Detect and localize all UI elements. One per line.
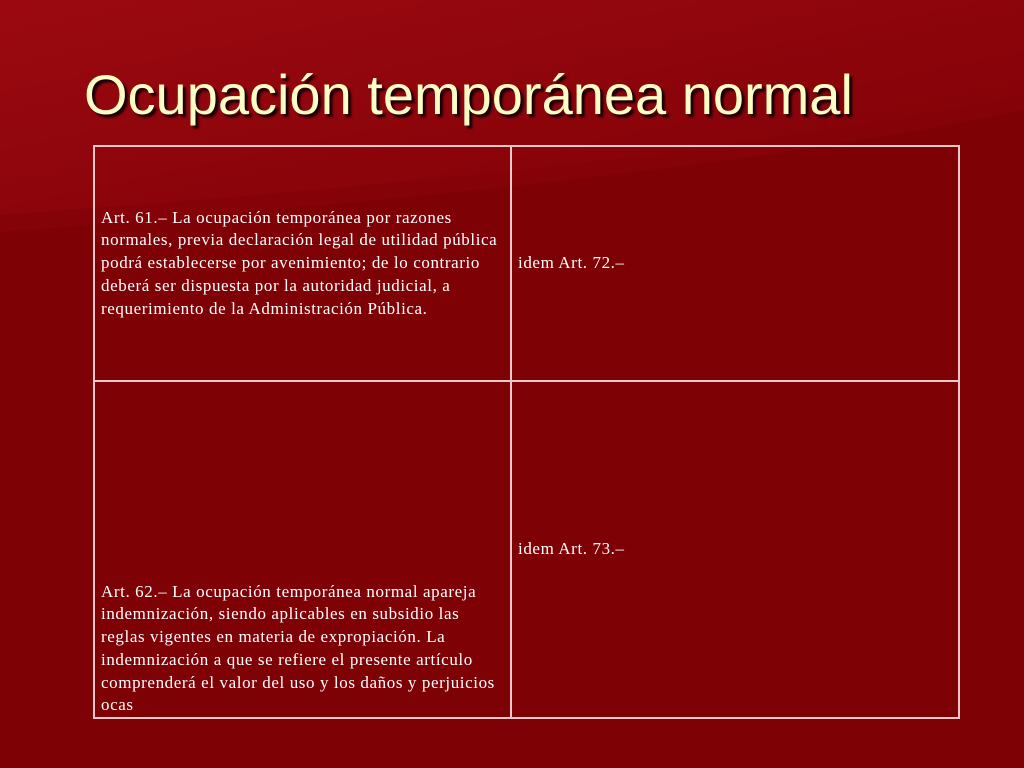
article-text: Art. 62.– La ocupación temporánea normal apareja indemnización, siendo aplicables en subsidio las reglas vigentes en materia de expropiación. La indemnización a que se refiere el presente artículo comprenderá el valor del uso y los daños y perjuicios ocas [101,581,495,715]
table-cell-reference [511,146,959,381]
articles-table [93,145,960,719]
reference-text: idem Art. 72.– [518,253,625,273]
slide-title: Ocupación temporánea normal [84,63,853,126]
article-text: Art. 61.– La ocupación temporánea por razones normales, previa declaración legal de utilidad pública podrá establecerse por avenimiento; de lo contrario deberá ser dispuesta por la autoridad judicial, a requerimiento de la Administración Pública. [101,207,498,318]
table-row [94,381,959,718]
table-cell-article-text [94,381,511,718]
table-row [94,146,959,381]
table-cell-reference [511,381,959,718]
table-cell-article-text [94,146,511,381]
articles-table-container [93,145,960,719]
reference-text: idem Art. 73.– [518,539,625,559]
